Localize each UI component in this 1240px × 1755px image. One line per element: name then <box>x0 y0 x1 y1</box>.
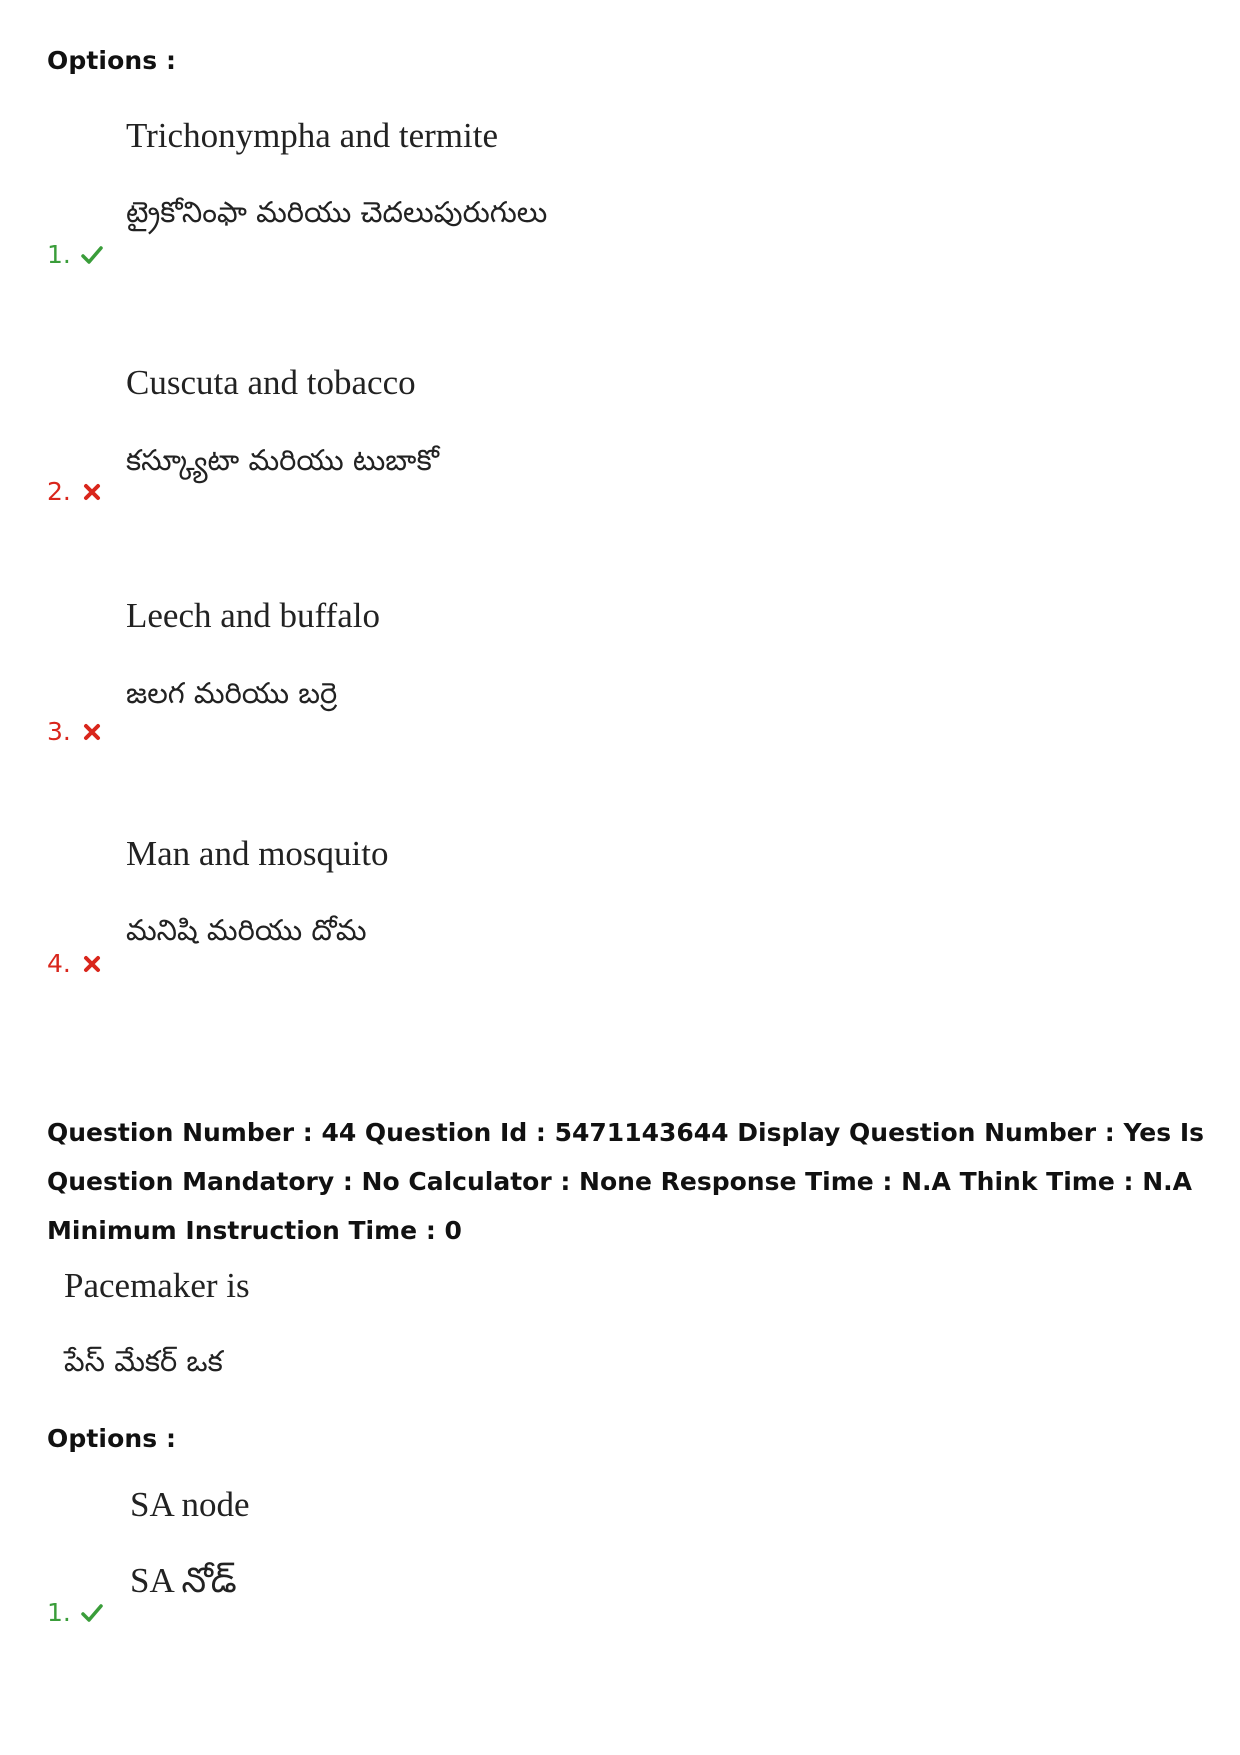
option-4-english: Man and mosquito <box>126 834 389 873</box>
option-1-number-text: 1. <box>47 240 71 269</box>
q44-option-1-telugu: SA నోడ్ <box>130 1561 237 1600</box>
option-3-english: Leech and buffalo <box>126 596 380 635</box>
option-2-telugu: కస్క్యూటా మరియు టుబాకో <box>126 443 439 477</box>
question-text-telugu: పేస్ మేకర్ ఒక <box>64 1344 223 1378</box>
option-4-number <box>47 949 103 978</box>
q44-option-1-number-text: 1. <box>47 1598 71 1627</box>
option-3-number-text: 3. <box>47 717 71 746</box>
option-1-english: Trichonympha and termite <box>126 116 498 155</box>
option-2-number-text: 2. <box>47 477 71 506</box>
option-2-english: Cuscuta and tobacco <box>126 363 416 402</box>
option-3-number <box>47 717 103 746</box>
options-label-2: Options : <box>47 1424 177 1453</box>
question-text-english: Pacemaker is <box>64 1266 250 1305</box>
option-2-number <box>47 477 103 506</box>
q44-option-1-english: SA node <box>130 1485 250 1524</box>
check-icon <box>81 1602 103 1624</box>
q44-option-1-number <box>47 1598 103 1627</box>
option-3-telugu: జలగ మరియు బర్రె <box>126 676 338 710</box>
option-4-telugu: మనిషి మరియు దోమ <box>126 913 367 947</box>
cross-icon <box>81 481 103 503</box>
options-label: Options : <box>47 46 177 75</box>
option-1-telugu: ట్రైకోనింఫా మరియు చెదలుపురుగులు <box>126 195 548 229</box>
option-1-number <box>47 240 103 269</box>
check-icon <box>81 244 103 266</box>
cross-icon <box>81 953 103 975</box>
question-metadata: Question Number : 44 Question Id : 5471143644 Display Question Number : Yes Is Question Mandatory : No Calculator : None Response Time : N.A Think Time : N.A Minimum Instruction Time : 0 <box>47 1118 1205 1245</box>
cross-icon <box>81 721 103 743</box>
option-4-number-text: 4. <box>47 949 71 978</box>
